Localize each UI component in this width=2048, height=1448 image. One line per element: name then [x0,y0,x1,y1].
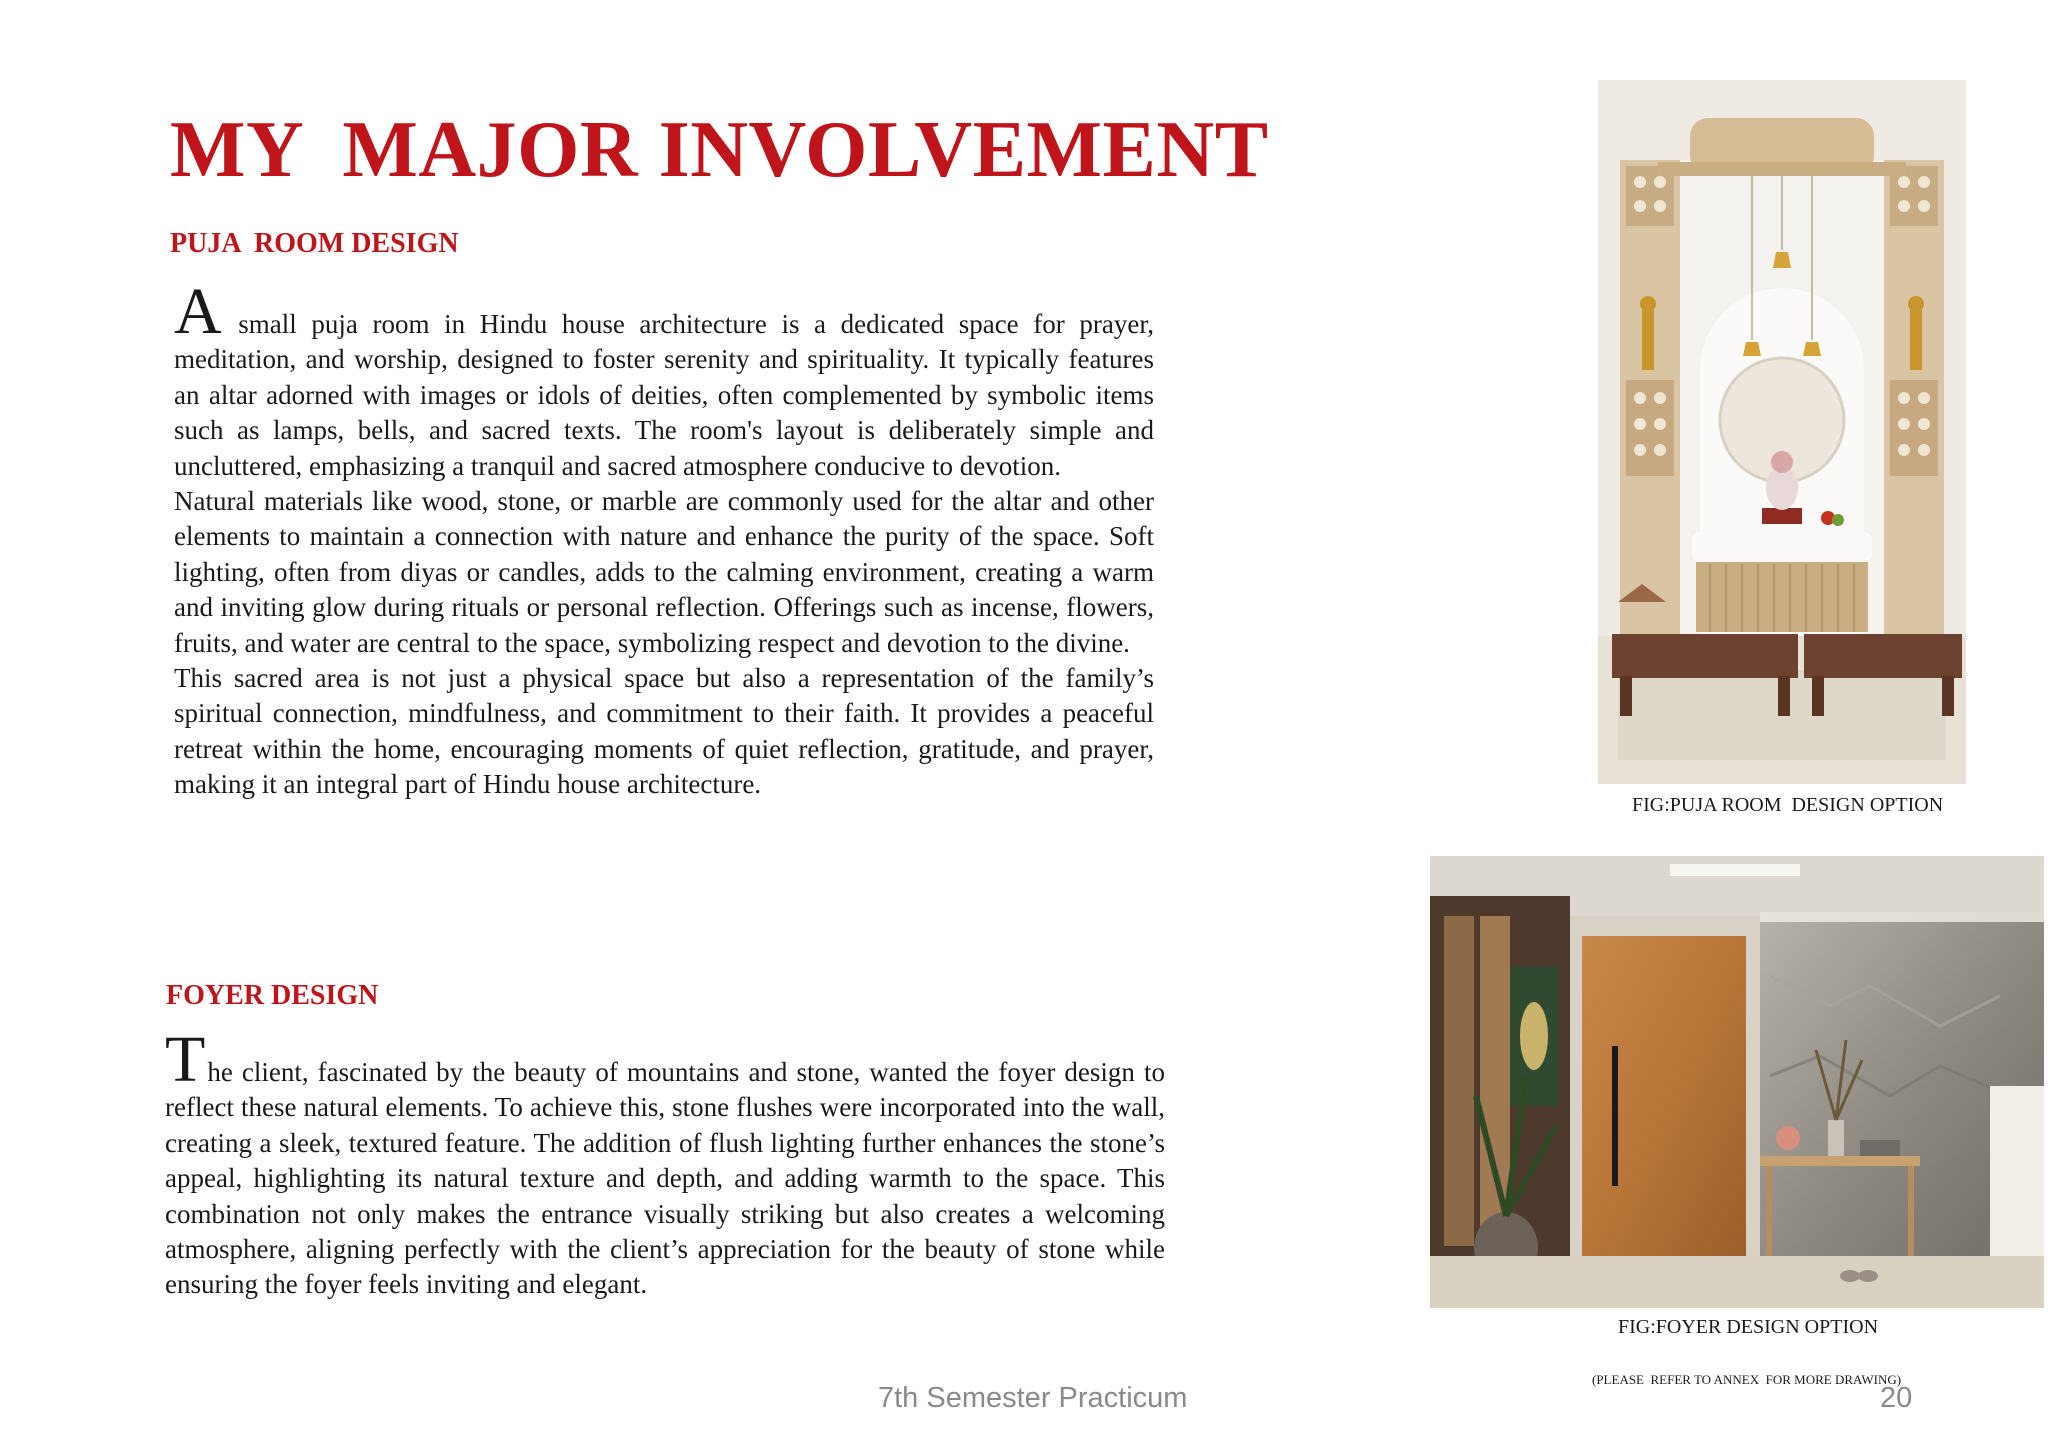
puja-paragraph-1 [174,275,1154,484]
puja-room-caption: FIG:PUJA ROOM DESIGN OPTION [1632,794,1944,816]
foyer-heading: FOYER DESIGN [166,980,379,1011]
page-title: MY MAJOR INVOLVEMENT [170,106,1269,194]
footer-text: 7th Semester Practicum [878,1382,1188,1414]
puja-paragraph-3: This sacred area is not just a physical space but also a representation of the family’s spiritual connection, mindfulness, and commitment to their faith. It provides a peaceful retreat within the home, encouraging moments of quiet reflection, gratitude, and prayer, making it an integral part of Hindu house architecture. [174,663,1154,800]
foyer-dropcap: T [165,1023,206,1096]
puja-room-description [174,275,1154,803]
foyer-image [1430,856,2044,1308]
puja-dropcap: A [174,275,222,348]
foyer-illustration [1430,856,2044,1308]
puja-room-illustration [1598,80,1966,784]
page-number: 20 [1880,1382,1913,1414]
puja-room-image [1598,80,1966,784]
foyer-caption: FIG:FOYER DESIGN OPTION [1618,1316,1879,1338]
puja-paragraph-2: Natural materials like wood, stone, or marble are commonly used for the altar and other elements to maintain a connection with nature and enhance the purity of the space. Soft lighting, often from diyas or candles, adds to the calming environment, creating a warm and inviting glow during rituals or personal reflection. Offerings such as incense, flowers, fruits, and water are central to the space, symbolizing respect and devotion to the divine. [174,486,1154,658]
puja-paragraph-1-text: small puja room in Hindu house architecture is a dedicated space for prayer, meditation, and worship, designed to foster serenity and spirituality. It typically features an altar adorned with images or idols of deities, often complemented by symbolic items such as lamps, bells, and sacred texts. The room's layout is deliberately simple and uncluttered, emphasizing a tranquil and sacred atmosphere conducive to devotion. [174,309,1154,481]
foyer-description [165,1023,1165,1303]
puja-room-heading: PUJA ROOM DESIGN [170,228,459,259]
annex-note: (PLEASE REFER TO ANNEX FOR MORE DRAWING) [1592,1372,1902,1387]
foyer-paragraph-1 [165,1023,1165,1303]
foyer-paragraph-1-text: he client, fascinated by the beauty of mountains and stone, wanted the foyer design to reflect these natural elements. To achieve this, stone flushes were incorporated into the wall, creating a sleek, textured feature. The addition of flush lighting further enhances the stone’s appeal, highlighting its natural texture and depth, and adding warmth to the space. This combination not only makes the entrance visually striking but also creates a welcoming atmosphere, aligning perfectly with the client’s appreciation for the beauty of stone while ensuring the foyer feels inviting and elegant. [165,1057,1165,1300]
